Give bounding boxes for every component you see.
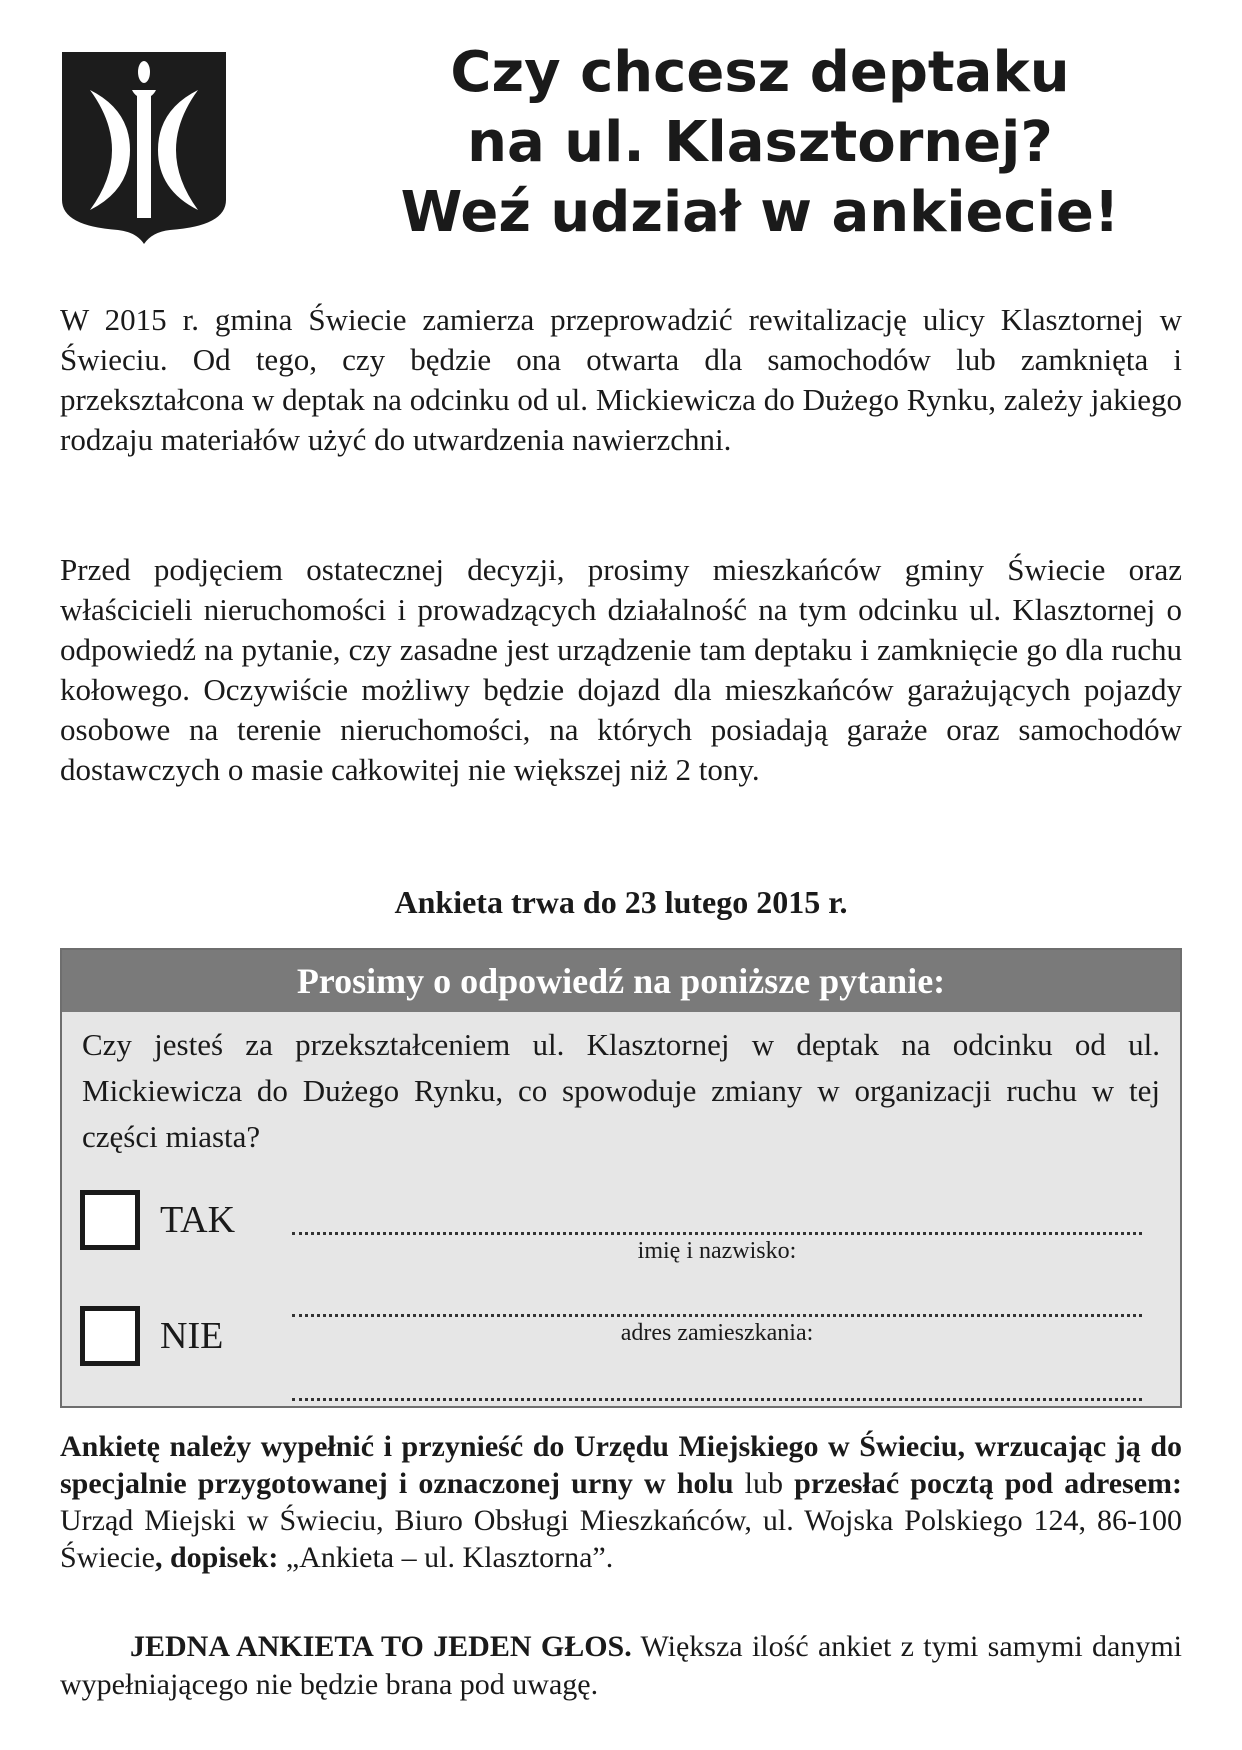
request-paragraph: Przed podjęciem ostatecznej decyzji, prosimy mieszkańców gminy Świecie oraz właścicieli nieruchomości i prowadzących działalność na tym odcinku ul. Klasztornej o odpowiedź na pytanie, czy zasadne jest urządzenie tam deptaku i zamknięcie go dla ruchu kołowego. Oczywiście możliwy będzie dojazd dla mieszkańców garażujących pojazdy osobowe na terenie nieruchomości, na których posiadają garaże oraz samochodów dostawczych o masie całkowitej nie większej niż 2 tony.	[60, 552, 1182, 787]
notice-bold: JEDNA ANKIETA TO JEDEN GŁOS.	[130, 1630, 632, 1663]
address-field[interactable]	[292, 1314, 1142, 1317]
name-field[interactable]	[292, 1232, 1142, 1235]
survey-question: Czy jesteś za przekształceniem ul. Klasztornej w deptak na odcinku od ul. Mickiewicza do Dużego Rynku, co spowoduje zmiany w organizacji ruchu w tej części miasta?	[82, 1027, 1160, 1154]
deadline-text: Ankieta trwa do 23 lutego 2015 r.	[394, 884, 848, 920]
coat-of-arms-icon	[60, 50, 228, 246]
one-vote-notice	[60, 1628, 1182, 1704]
address-field-line-2[interactable]	[292, 1398, 1142, 1401]
survey-form	[60, 948, 1182, 1408]
title-line-1: Czy chcesz deptaku	[450, 40, 1070, 105]
page-title	[330, 38, 1190, 248]
instructions-bold-1: Ankietę należy wypełnić i przynieść do Urzędu Miejskiego w Świeciu, wrzucając ją do specjalnie przygotowanej i oznaczonej urny w holu	[60, 1430, 1182, 1500]
instructions-text-1: lub	[733, 1467, 795, 1500]
form-header: Prosimy o odpowiedź na poniższe pytanie:	[62, 950, 1180, 1012]
no-label: NIE	[160, 1315, 224, 1357]
instructions-bold-2: przesłać pocztą pod adresem:	[794, 1467, 1182, 1500]
no-checkbox[interactable]	[80, 1306, 140, 1366]
notice-text: Większa ilość ankiet z tymi samymi danymi wypełniającego nie będzie brana pod uwagę.	[60, 1630, 1183, 1701]
address-caption: adres zamieszkania:	[620, 1320, 814, 1346]
instructions-address: Urząd Miejski w Świeciu, Biuro Obsługi Mieszkańców, ul. Wojska Polskiego 124, 86-100 Świecie	[60, 1504, 1182, 1574]
title-line-2: na ul. Klasztornej?	[467, 110, 1053, 175]
yes-checkbox[interactable]	[80, 1190, 140, 1250]
intro-paragraph: W 2015 r. gmina Świecie zamierza przeprowadzić rewitalizację ulicy Klasztornej w Świeciu. Od tego, czy będzie ona otwarta dla samochodów lub zamknięta i przekształcona w deptak na odcinku od ul. Mickiewicza do Dużego Rynku, zależy jakiego rodzaju materiałów użyć do utwardzenia nawierzchni.	[60, 302, 1182, 457]
instructions-bold-3: , dopisek:	[154, 1541, 279, 1574]
instructions-annotation: „Ankieta – ul. Klasztorna”.	[278, 1541, 614, 1574]
submission-instructions	[60, 1428, 1182, 1576]
yes-label: TAK	[160, 1199, 236, 1241]
name-caption: imię i nazwisko:	[637, 1238, 797, 1264]
title-line-3: Weź udział w ankiecie!	[400, 180, 1120, 245]
